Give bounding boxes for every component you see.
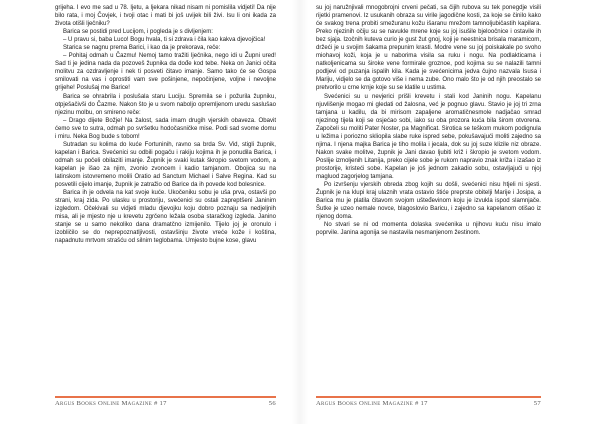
- paragraph: – Drago dijete Božje! Na žalost, sada imam drugih vjerskih obaveza. Obavit ćemo sve to sutra, odmah po svršetku hodočasničke mise. Podi sad svome domu i miru. Neka Bog bude s tobom!: [55, 117, 276, 140]
- paragraph: Svećenici su u nevjerici prišli krevetu i stali kod Janinih nogu. Kapelanu njuvlišenje mogao mi gledati od žalosna, već je pognuo glavu. Stavio je joj tri zrna tamjana u kadilu, da bi mirisom zapaljene aromatičnesmole nadjačao smrad njezinog tijela koji se osjećao sobi, iako su oba prozora kuća bila širom otvorena. Započeli su moliti Pater Noster, pa Magnificat. Sirotica se teškom mukom podignula u ležima i poriozno skliopila slabe ruke ispred sebe, pokušavajući moliti zajedno sa njima. I njena majka Barica je tiho molila i jecala, dok su joj suze klizile niz obraze. Nakon svake molitve, župnik je Jani davao ljubiti križ i škropio je svetom vodom. Poslije izmoljenih Litanija, preko cijele sobe je rukom napravio znak križa i izašao iz prostorije, kristeći sobe. Kapelan je još jednom zakadio sobu, ostavljajući u njoj magluod zagorjelog tamjana.: [316, 93, 541, 180]
- paragraph: – U pravu si, baba Luco! Bogu hvala, ti si zdrava i čila kao kakva djevojčica!: [63, 37, 266, 44]
- footer-rule: [55, 396, 276, 398]
- page-number: 56: [268, 400, 276, 407]
- footer-magazine-title: Argus Books Online Magazine # 17: [316, 400, 428, 407]
- left-page-body: [55, 4, 276, 245]
- paragraph: No stvari se ni od momenta dolaska svećenika u njihovu kuću nisu imalo poprvile. Janina agonija se nastavila nesmanjenom žestinom.: [316, 222, 541, 237]
- paragraph: Barica se postidi pred Lucijom, i pogleda je s divljenjem:: [63, 29, 213, 36]
- right-page: [300, 0, 600, 424]
- paragraph: – Pohitaj odmah u Čazmu! Nemoj tamo tražiti lječnika, nego idi u Župni ured! Sad ti je jedina nada da pozoveš župnika da dođe kod tebe. Neka on Janici očita molitvu za ozdravljenje i nek ti posveti čitavo imanje. Samo tako će se Gospa smilovati na vas i oprostiti vam sve pošinjene, nepočinjene, voljne i nevoljne grijehe! Poslušaj me Barice!: [55, 53, 276, 92]
- footer-rule: [316, 396, 541, 398]
- left-page-footer: [55, 398, 276, 410]
- paragraph: Sutradan su kolima do kuće Fortuninih, ravno sa brda Sv. Vid, stigli župnik, kapelan i Barica. Svećenici su odbili pogaču i rakiju kojima ih je ponudila Barica, i odmah su počeli obilaziti imanje. Župnik je svaki kutak škropio svetom vodom, a kapelan je išao za njim, zvonio zvoncem i kadio tamjanom. Obojica su na latinskom istovremeno molili Oratio ad Sanctum Michael i Salve Regina. Kad su posvetili cijelo imanje, župnik je zatražio od Barice da ih povede kod bolesnice.: [55, 141, 276, 189]
- paragraph: Barica se ohrabrila i poslušala staru Luciju. Spremila se i požurila župniku, otpješačivši do Čazme. Nakon što je u svom naboljo opremljenom uredu saslušao njezinu molbu, on smireno reče:: [55, 93, 276, 116]
- right-page-body: [316, 4, 541, 237]
- right-page-footer: [316, 398, 541, 410]
- paragraph: Starica se nagnu prema Barici, i kao da je prekorava, reče:: [63, 45, 221, 52]
- paragraph: Po izvršenju vjerskih obreda zbog kojih su došli, svećenici nisu htjeli ni sjesti. Župnik je na klupi kraj ulaznih vrata ostavio štiće preprste obitelji Marije i Josipa, a Barica mu je platila čitavom svojom ušteđevinom koju je izvukla ispod slamnjače. Šutke je uzeo nemale novce, blagoslovio Baricu, i zajedno sa kapelanom otišao iz njenog doma.: [316, 182, 541, 221]
- paragraph: su joj naružnjivali mnogobrojni crveni pečati, sa čijih rubova su tek ponegdje visili rijetki pramenovi. Iz usukanih obraza su virile jagodične kosti, za koje se činilo kako će svakog trena probiti smežuranu kožu išaranu mrežom tamnoljubičastih kapilara. Preko njezinih očiju su se navukle mrene koje su joj isušile bjeloočnice i ostavile ih bez sjaja. Izočnih kuteva curio je gust žut gnoj, koji je neestnica brisala maramicom, držeći je u svojim šakama prepunim krasti. Modre vene su joj poiskakale po svoho miohavoj koži, koja je u naborima visila sa ruku i nogu. Na podlakticama i natkoljenicama su široke vene formirale groznoe, pod kojima su se nalazili tamni podljevi od puzanja ispalih kila. Kada je svećenicima jedva čujno nazvala Isusa i Mariju, vidjelo se da gotovo više i nema zube. Ono malo što je od njih preostalo se pretvorilo u crne krnje koje su se klatile u ustima.: [316, 5, 541, 92]
- footer-magazine-title: Argus Books Online Magazine # 17: [55, 400, 167, 407]
- paragraph: grijeha. I evo me sad u 78. ljetu, a ljekara nikad nisam ni pomislila vidjeti! Da nije bilo rata, i moj Čovjek, i tvoji otac i mati bi još uvijek bili živi. Isu li oni ikada za života otišli lječniku?: [55, 5, 276, 28]
- page-number: 57: [533, 400, 541, 407]
- paragraph: Barica ih je odvela na kat svoje kuće. Ukočeniku sobu je uša prva, ostavši po strani, kraj zida. Po ulasku u prostoriju, svećenici su ostali zapreptšeni Janinim izgledom. Očekivali su vidjeti mladu djevojku koju dobro poznaju sa nedjeljnih misa, ali je mjesto nje u krevetu zgrčeno ležala osoba staračkog izgleda. Janino stanje se u samo nekoliko dana dramatčno izmijenilo. Tijelo joj je oronulo i izobličilo se do neprepoznatljivosti, ostavšinju živote vreće kože i koština, napadnutu mrtvom strašću od silnim teglobama. Umjesto bujne kose, glavu: [55, 190, 276, 245]
